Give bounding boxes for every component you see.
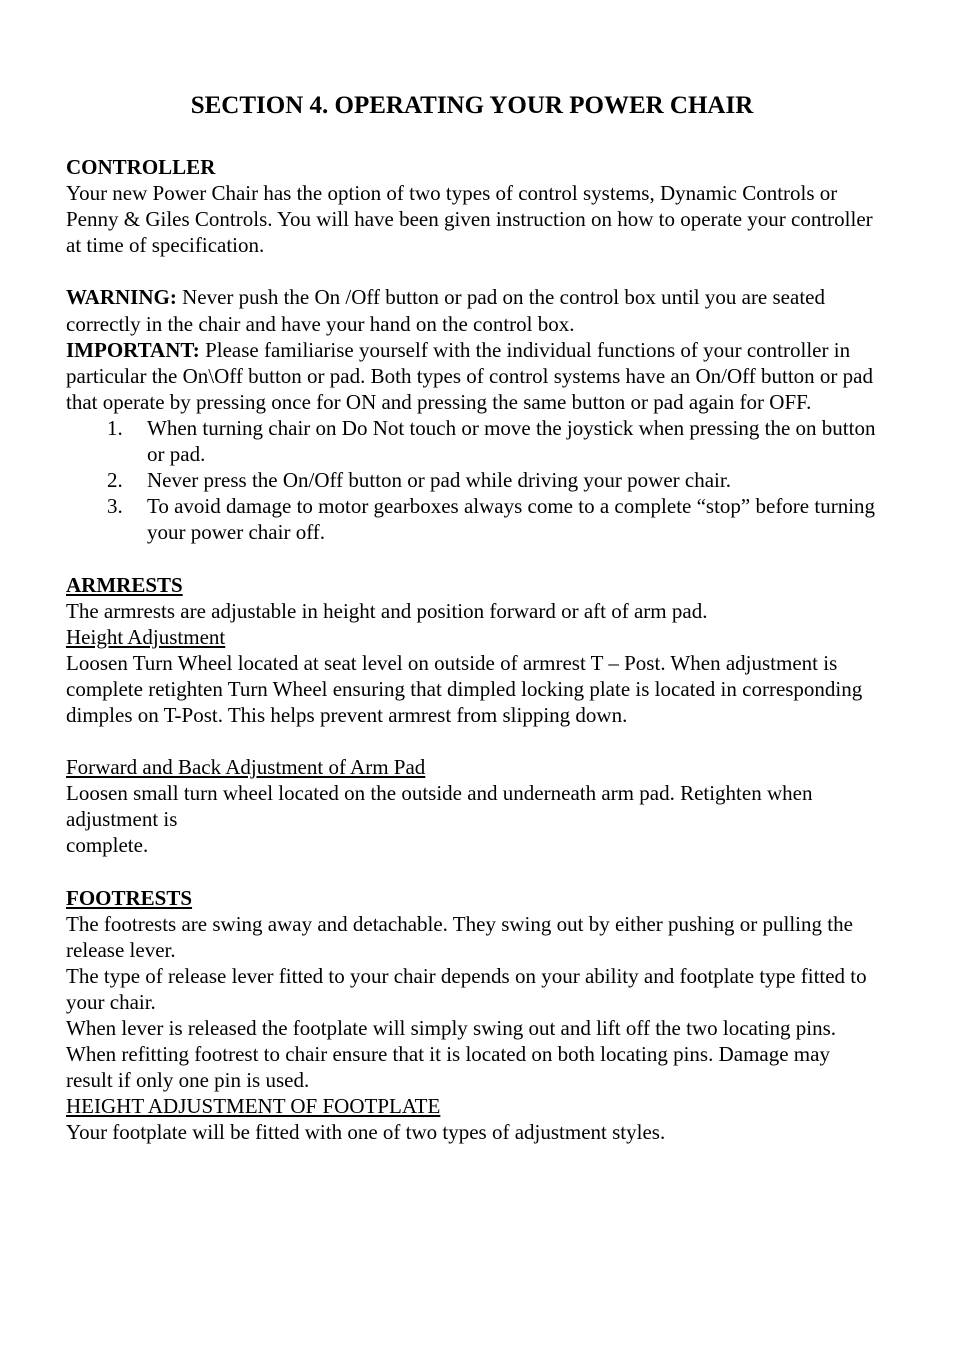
forward-back-text-end: complete. [66,833,149,858]
footrests-paragraph: When lever is released the footplate will simply swing out and lift off the two locating pins. [66,1016,837,1041]
list-number: 2. [107,468,123,493]
list-text: Never press the On/Off button or pad while driving your power chair. [147,468,731,493]
document-body [66,154,878,1146]
forward-back-heading: Forward and Back Adjustment of Arm Pad [66,755,426,780]
footplate-height-text: Your footplate will be fitted with one of two types of adjustment styles. [66,1120,666,1145]
warning-paragraph [66,284,878,336]
controller-intro: Your new Power Chair has the option of two types of control systems, Dynamic Controls or Penny & Giles Controls. You will have been given instruction on how to operate your controller at time of specification. [66,181,873,258]
footrests-heading: FOOTRESTS [66,885,193,910]
spacer [66,545,878,571]
page-title: SECTION 4. OPERATING YOUR POWER CHAIR [190,92,754,119]
important-label: IMPORTANT: [66,337,200,362]
armrests-heading: ARMRESTS [66,572,183,597]
forward-back-text: Loosen small turn wheel located on the outside and underneath arm pad. Retighten when adjustment is [66,781,813,832]
armrests-intro: The armrests are adjustable in height and position forward or aft of arm pad. [66,598,708,623]
footrests-paragraph: The footrests are swing away and detachable. They swing out by either pushing or pulling the release lever. [66,911,853,962]
spacer [66,859,878,885]
height-adjustment-heading: Height Adjustment [66,624,226,649]
controller-list [66,415,878,545]
list-number: 3. [107,494,123,519]
spacer [66,258,878,284]
list-item [66,415,878,467]
list-text: When turning chair on Do Not touch or move the joystick when pressing the on button or pad. [147,415,876,467]
footrests-paragraph: When refitting footrest to chair ensure that it is located on both locating pins. Damage may result if only one pin is used. [66,1042,830,1093]
list-item [66,493,878,545]
controller-heading: CONTROLLER [66,155,216,179]
warning-text: Never push the On /Off button or pad on the control box until you are seated correctly in the chair and have your hand on the control box. [66,285,825,336]
footrests-paragraph: The type of release lever fitted to your chair depends on your ability and footplate type fitted to your chair. [66,963,867,1014]
important-paragraph [66,337,878,415]
warning-label: WARNING: [66,285,177,310]
important-text: Please familiarise yourself with the individual functions of your controller in particular the On\Off button or pad. Both types of control systems have an On/Off button or pad that operate by pressing once for ON and pressing the same button or pad again for OFF. [66,337,873,414]
list-text: To avoid damage to motor gearboxes always come to a complete “stop” before turning your power chair off. [147,494,876,545]
height-adjustment-text: Loosen Turn Wheel located at seat level on outside of armrest T – Post. When adjustment is complete retighten Turn Wheel ensuring that dimpled locking plate is located in corresponding dimples on T-Post. This helps prevent armrest from slipping down. [66,650,863,727]
spacer [66,728,878,754]
list-item [66,467,878,493]
list-number: 1. [107,415,123,440]
footplate-height-heading: HEIGHT ADJUSTMENT OF FOOTPLATE [66,1094,441,1119]
